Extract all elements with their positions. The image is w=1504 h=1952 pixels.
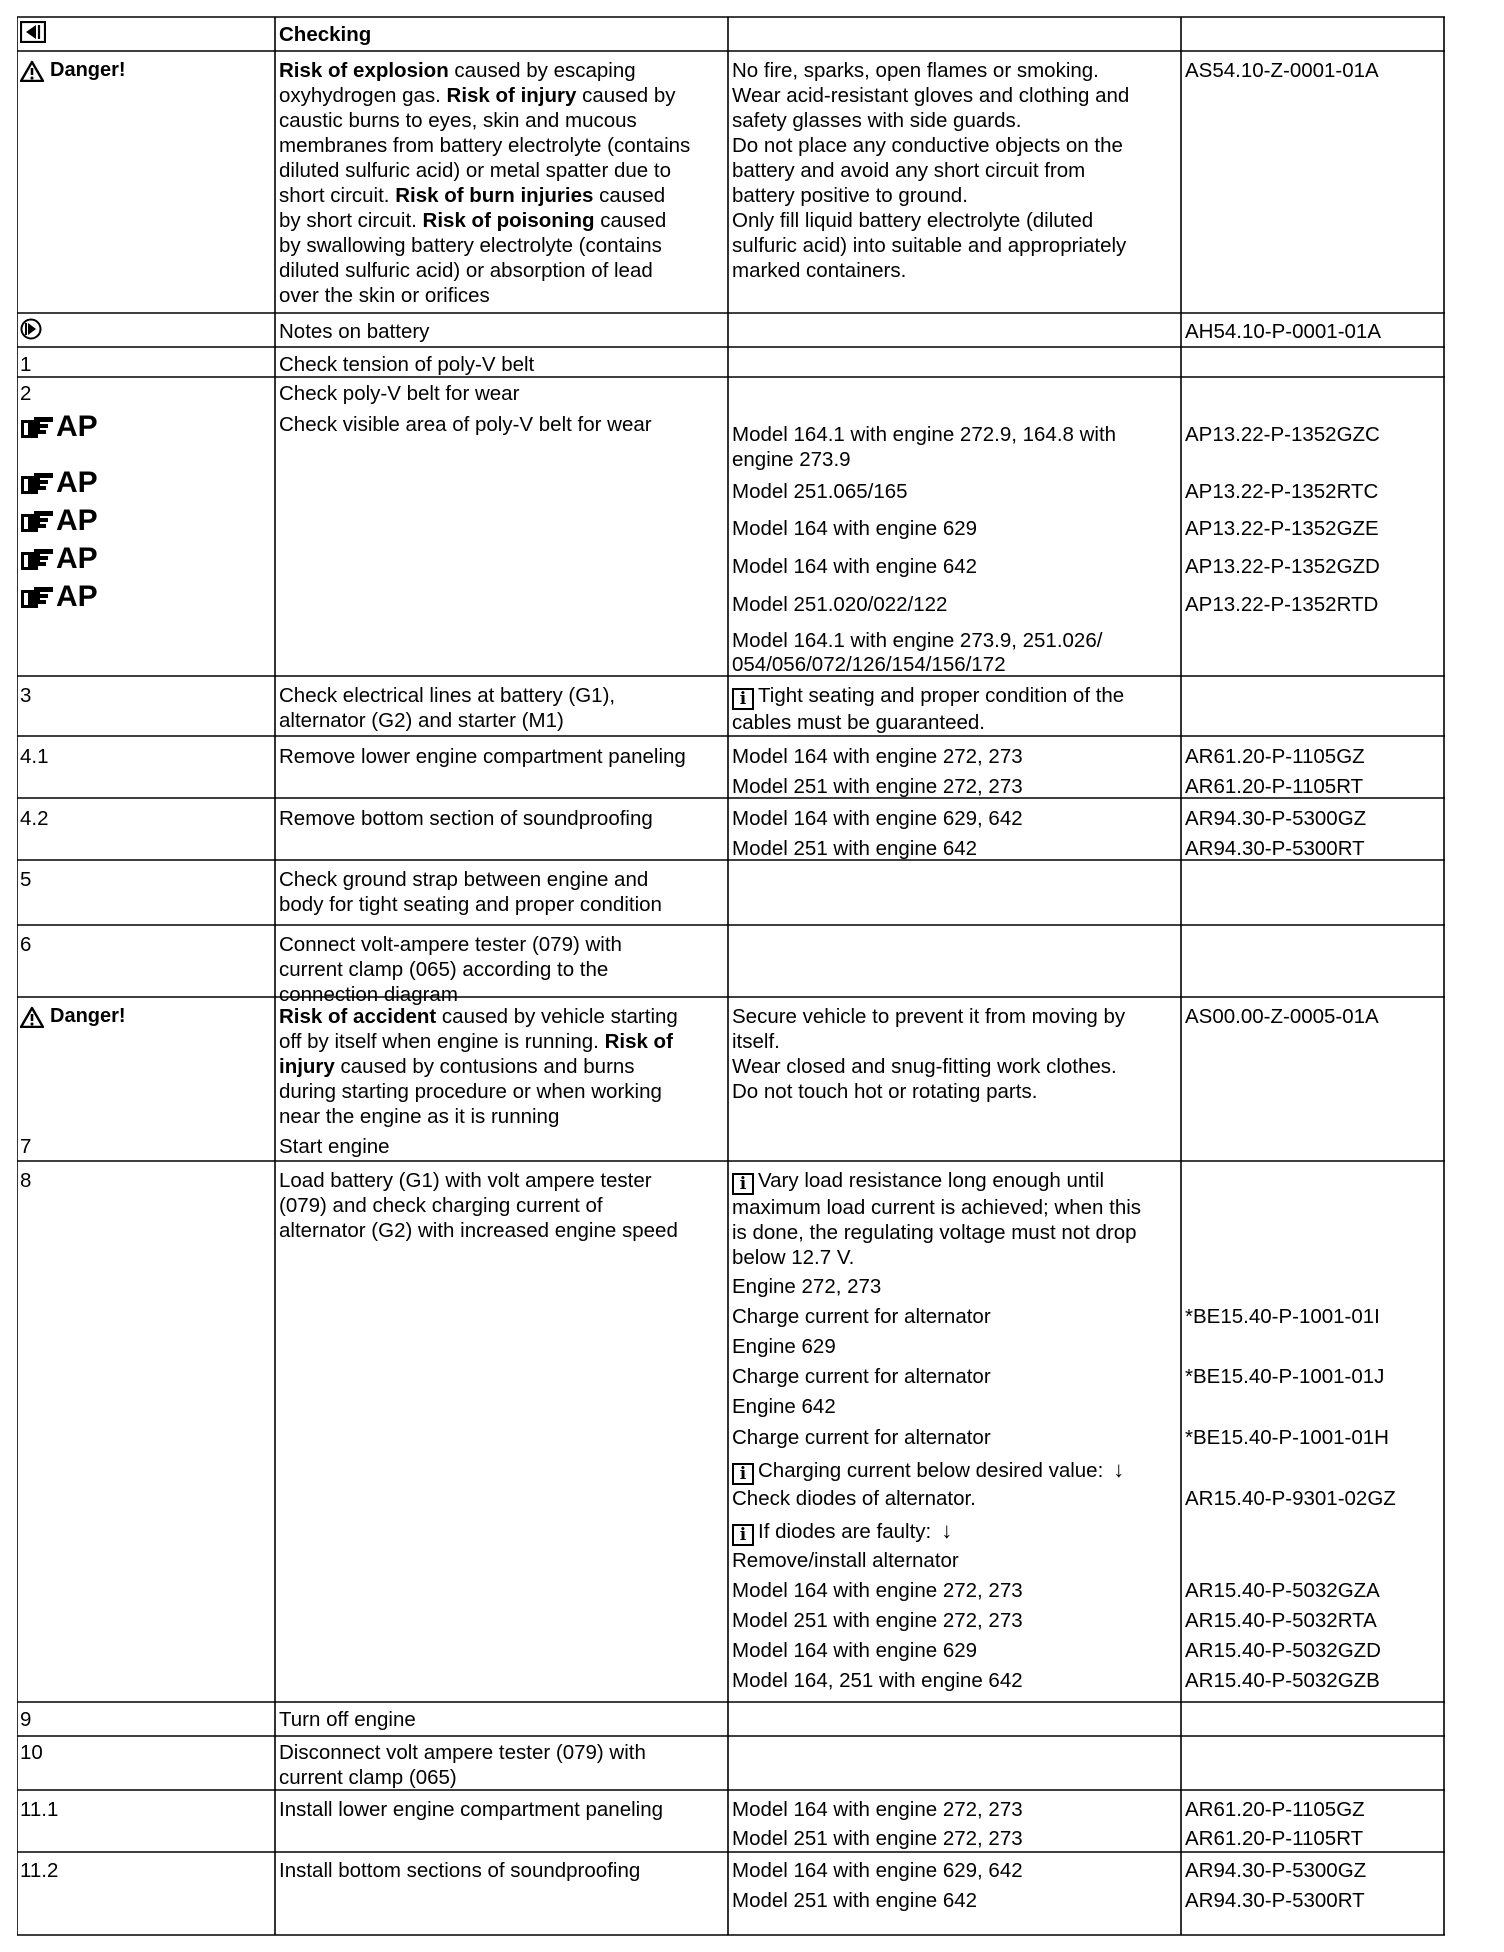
model-line: Model 164 with engine 629 xyxy=(732,517,978,540)
check-line: Check diodes of alternator. xyxy=(732,1487,976,1510)
danger-label: Danger! xyxy=(20,1004,126,1034)
model-line: Model 251 with engine 642 xyxy=(732,837,978,860)
back-button[interactable] xyxy=(20,21,46,49)
model-line: Model 164.1 with engine 273.9, 251.026/ xyxy=(732,629,1103,652)
back-arrow-icon xyxy=(20,21,46,43)
pointing-hand-icon xyxy=(20,584,56,610)
info-icon: i xyxy=(732,1173,754,1195)
step-number: 2 xyxy=(20,382,32,405)
info-icon: i xyxy=(732,688,754,710)
step-number: 6 xyxy=(20,933,32,956)
step-text: Check tension of poly-V belt xyxy=(279,353,535,376)
step-text: Install bottom sections of soundproofing xyxy=(279,1859,641,1882)
model-line: Model 164.1 with engine 272.9, 164.8 with xyxy=(732,423,1117,446)
step-number: 9 xyxy=(20,1708,32,1731)
pointing-hand-icon xyxy=(20,508,56,534)
step-number: 8 xyxy=(20,1169,32,1192)
document-link[interactable]: AR61.20-P-1105GZ xyxy=(1185,745,1365,768)
notes-icon-cell xyxy=(20,318,42,346)
charge-line: Charge current for alternator xyxy=(732,1305,991,1328)
model-line: Model 164 with engine 642 xyxy=(732,555,978,578)
model-line: Model 164, 251 with engine 642 xyxy=(732,1669,1023,1692)
step-number: 4.2 xyxy=(20,807,49,830)
document-link[interactable]: *BE15.40-P-1001-01H xyxy=(1185,1426,1389,1449)
document-link[interactable]: AR15.40-P-5032GZB xyxy=(1185,1669,1380,1692)
model-line: engine 273.9 xyxy=(732,448,851,471)
document-link[interactable]: AR94.30-P-5300GZ xyxy=(1185,1859,1367,1882)
document-link[interactable]: AR94.30-P-5300RT xyxy=(1185,837,1365,860)
info-icon: i xyxy=(732,1463,754,1485)
model-line: Model 251.065/165 xyxy=(732,480,908,503)
model-line: Model 251 with engine 272, 273 xyxy=(732,1609,1023,1632)
danger-measures: Secure vehicle to prevent it from moving by itself. Wear closed and snug-fitting work clothes. Do not touch hot or rotating parts. xyxy=(732,1005,1126,1103)
engine-line: Engine 629 xyxy=(732,1335,836,1358)
document-link[interactable]: AP13.22-P-1352RTC xyxy=(1185,480,1379,503)
step-text: Start engine xyxy=(279,1135,390,1158)
model-line: Model 164 with engine 272, 273 xyxy=(732,1798,1023,1821)
arrow-down-icon: ↓ xyxy=(1113,1457,1125,1482)
document-link[interactable]: *BE15.40-P-1001-01J xyxy=(1185,1365,1385,1388)
step-number: 5 xyxy=(20,868,32,891)
notes-circle-icon xyxy=(20,318,42,340)
document-link[interactable]: AR94.30-P-5300RT xyxy=(1185,1889,1365,1912)
document-link[interactable]: AR61.20-P-1105RT xyxy=(1185,775,1364,798)
model-line: Model 164 with engine 629, 642 xyxy=(732,807,1023,830)
step-text: Connect volt-ampere tester (079) with current clamp (065) according to the connection diagram xyxy=(279,933,622,1006)
notes-text: Notes on battery xyxy=(279,320,430,343)
step-text: Disconnect volt ampere tester (079) with current clamp (065) xyxy=(279,1741,646,1789)
step-text: Turn off engine xyxy=(279,1708,416,1731)
document-link[interactable]: AR15.40-P-5032GZA xyxy=(1185,1579,1380,1602)
ap-link[interactable]: AP xyxy=(20,582,98,616)
info-icon: i xyxy=(732,1524,754,1546)
ap-link[interactable]: AP xyxy=(20,544,98,578)
document-link[interactable]: AH54.10-P-0001-01A xyxy=(1185,320,1382,343)
charge-line: Charge current for alternator xyxy=(732,1365,991,1388)
danger-risk-text: Risk of accident caused by vehicle starting off by itself when engine is running. Risk of injury caused by contusions and burns during starting procedure or when working near the engine as it is running xyxy=(279,1005,678,1128)
info-note: i If diodes are faulty: ↓ xyxy=(732,1518,952,1546)
step-number: 11.1 xyxy=(20,1798,59,1821)
document-link[interactable]: AR15.40-P-5032GZD xyxy=(1185,1639,1381,1662)
step-number: 4.1 xyxy=(20,745,49,768)
warning-triangle-icon xyxy=(20,60,44,82)
engine-line: Engine 642 xyxy=(732,1395,836,1418)
document-link[interactable]: AP13.22-P-1352GZC xyxy=(1185,423,1380,446)
danger-measures: No fire, sparks, open flames or smoking. Wear acid-resistant gloves and clothing and safety glasses with side guards. Do not place any conductive objects on the battery and avoid any short circuit from battery positive to ground. Only fill liquid battery electrolyte (diluted sulfuric acid) into suitable and appropriately marked containers. xyxy=(732,59,1130,282)
warning-triangle-icon xyxy=(20,1006,44,1028)
step-text: Check electrical lines at battery (G1), alternator (G2) and starter (M1) xyxy=(279,684,616,732)
model-line: Model 251 with engine 272, 273 xyxy=(732,775,1023,798)
model-line: Model 164 with engine 629 xyxy=(732,1639,978,1662)
charge-line: Charge current for alternator xyxy=(732,1426,991,1449)
arrow-down-icon: ↓ xyxy=(941,1518,953,1543)
step-number: 3 xyxy=(20,684,32,707)
pointing-hand-icon xyxy=(20,470,56,496)
info-note: i Vary load resistance long enough until maximum load current is achieved; when this is done, the regulating voltage must not drop below 12.7 V. xyxy=(732,1169,1142,1269)
section-title: Checking xyxy=(279,23,372,46)
pointing-hand-icon xyxy=(20,414,56,440)
step-text: Remove lower engine compartment paneling xyxy=(279,745,686,768)
step-number: 11.2 xyxy=(20,1859,59,1882)
engine-line: Engine 272, 273 xyxy=(732,1275,882,1298)
model-line: Model 164 with engine 629, 642 xyxy=(732,1859,1023,1882)
model-line: Model 164 with engine 272, 273 xyxy=(732,1579,1023,1602)
step-text: Install lower engine compartment paneling xyxy=(279,1798,664,1821)
ap-link[interactable]: AP xyxy=(20,506,98,540)
step-text: Load battery (G1) with volt ampere tester (079) and check charging current of alternator (G2) with increased engine speed xyxy=(279,1169,678,1242)
pointing-hand-icon xyxy=(20,546,56,572)
step-number: 10 xyxy=(20,1741,43,1764)
document-link[interactable]: AR15.40-P-9301-02GZ xyxy=(1185,1487,1396,1510)
model-line: 054/056/072/126/154/156/172 xyxy=(732,653,1006,676)
document-link[interactable]: AS00.00-Z-0005-01A xyxy=(1185,1005,1379,1028)
step-text: Check ground strap between engine and body for tight seating and proper condition xyxy=(279,868,662,916)
action-line: Remove/install alternator xyxy=(732,1549,959,1572)
document-link[interactable]: AR61.20-P-1105GZ xyxy=(1185,1798,1365,1821)
sub-step-text: Check visible area of poly-V belt for wear xyxy=(279,413,652,436)
model-line: Model 251 with engine 642 xyxy=(732,1889,978,1912)
danger-label: Danger! xyxy=(20,58,126,88)
model-line: Model 164 with engine 272, 273 xyxy=(732,745,1023,768)
model-line: Model 251.020/022/122 xyxy=(732,593,948,616)
model-line: Model 251 with engine 272, 273 xyxy=(732,1827,1023,1850)
step-text: Check poly-V belt for wear xyxy=(279,382,520,405)
procedure-document xyxy=(17,16,1445,1936)
step-text: Remove bottom section of soundproofing xyxy=(279,807,653,830)
document-link[interactable]: AR94.30-P-5300GZ xyxy=(1185,807,1367,830)
document-link[interactable]: AS54.10-Z-0001-01A xyxy=(1185,59,1379,82)
step-number: 1 xyxy=(20,353,32,376)
document-link[interactable]: AP13.22-P-1352GZD xyxy=(1185,555,1380,578)
ap-link[interactable]: AP xyxy=(20,468,98,502)
document-link[interactable]: AP13.22-P-1352RTD xyxy=(1185,593,1379,616)
info-note: i Tight seating and proper condition of the cables must be guaranteed. xyxy=(732,684,1125,734)
danger-risk-text: Risk of explosion caused by escaping oxyhydrogen gas. Risk of injury caused by caustic burns to eyes, skin and mucous membranes from battery electrolyte (contains diluted sulfuric acid) or metal spatter due to short circuit. Risk of burn injuries caused by short circuit. Risk of poisoning caused by swallowing battery electrolyte (contains diluted sulfuric acid) or absorption of lead over the skin or orifices xyxy=(279,59,691,307)
document-link[interactable]: *BE15.40-P-1001-01I xyxy=(1185,1305,1380,1328)
document-link[interactable]: AR61.20-P-1105RT xyxy=(1185,1827,1364,1850)
document-link[interactable]: AR15.40-P-5032RTA xyxy=(1185,1609,1377,1632)
ap-link[interactable]: AP xyxy=(20,412,98,446)
document-link[interactable]: AP13.22-P-1352GZE xyxy=(1185,517,1379,540)
step-number: 7 xyxy=(20,1135,32,1158)
info-note: i Charging current below desired value: ↓ xyxy=(732,1457,1124,1485)
